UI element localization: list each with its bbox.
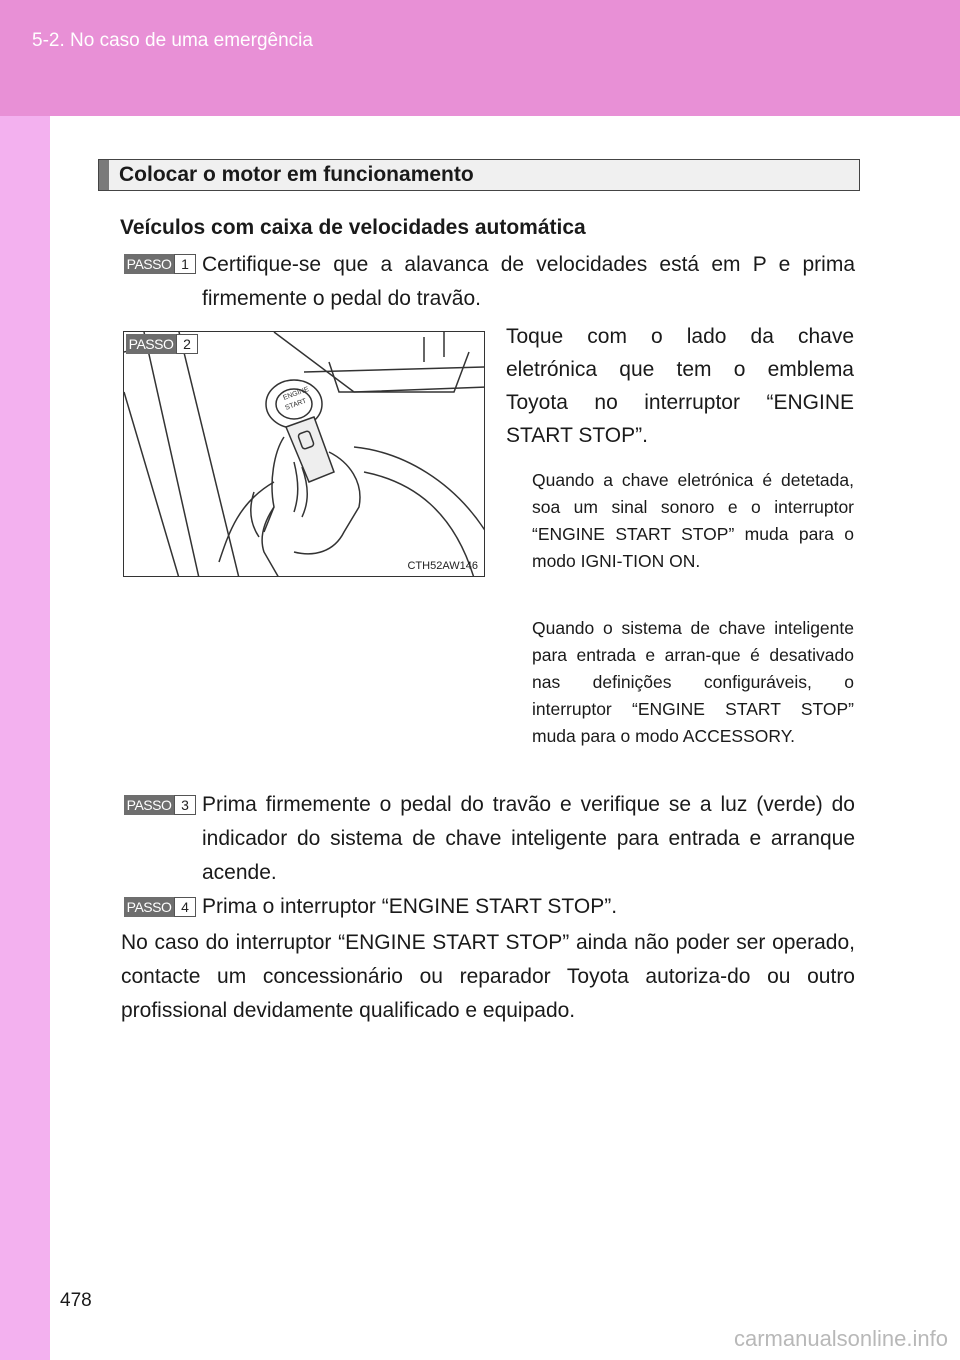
step-badge-3 (124, 795, 196, 815)
section-title-bar (98, 159, 860, 191)
watermark: carmanualsonline.info (733, 1326, 948, 1351)
step-number: 2 (176, 334, 198, 354)
step-badge-4 (124, 897, 196, 917)
step-number: 3 (174, 795, 196, 815)
section-title: Colocar o motor em funcionamento (119, 163, 474, 186)
page-number: 478 (60, 1290, 92, 1311)
step-text-4: Prima o interruptor “ENGINE START STOP”. (202, 895, 618, 918)
illustration-figure (123, 331, 485, 577)
button-label-start: START (284, 397, 308, 412)
closing-paragraph: No caso do interruptor “ENGINE START STOP” ainda não poder ser operado, contacte um concessionário ou reparador Toyota autoriza-do ou outro profissional devidamente qualificado e equipado. (121, 931, 855, 1022)
note-2: Quando o sistema de chave inteligente para entrada e arran-que é desativado nas definições configuráveis, o interruptor “ENGINE START STOP” muda para o modo ACCESSORY. (532, 618, 854, 746)
step-label: PASSO (126, 334, 176, 354)
step-number: 4 (174, 897, 196, 917)
step-text-1: Certifique-se que a alavanca de velocidades está em P e prima firmemente o pedal do travão. (202, 253, 855, 310)
section-accent (99, 160, 109, 190)
step-badge-2 (126, 334, 198, 354)
chapter-header: 5-2. No caso de uma emergência (32, 30, 313, 51)
step-badge-1 (124, 254, 196, 274)
step-label: PASSO (124, 795, 174, 815)
step-text-2: Toque com o lado da chave eletrónica que tem o emblema Toyota no interruptor “ENGINE START STOP”. (506, 325, 854, 447)
step-label: PASSO (124, 897, 174, 917)
step-number: 1 (174, 254, 196, 274)
top-banner (0, 0, 960, 116)
step-text-3: Prima firmemente o pedal do travão e verifique se a luz (verde) do indicador do sistema de chave inteligente para entrada e arranque acende. (202, 793, 855, 884)
subheading: Veículos com caixa de velocidades automática (120, 216, 586, 239)
button-label-engine: ENGINE (282, 386, 310, 402)
note-1: Quando a chave eletrónica é detetada, soa um sinal sonoro e o interruptor “ENGINE START STOP” muda para o modo IGNI-TION ON. (532, 470, 854, 571)
figure-code: CTH52AW146 (407, 560, 478, 572)
side-tab (0, 116, 50, 1360)
step-label: PASSO (124, 254, 174, 274)
key-fob-illustration (124, 332, 485, 577)
